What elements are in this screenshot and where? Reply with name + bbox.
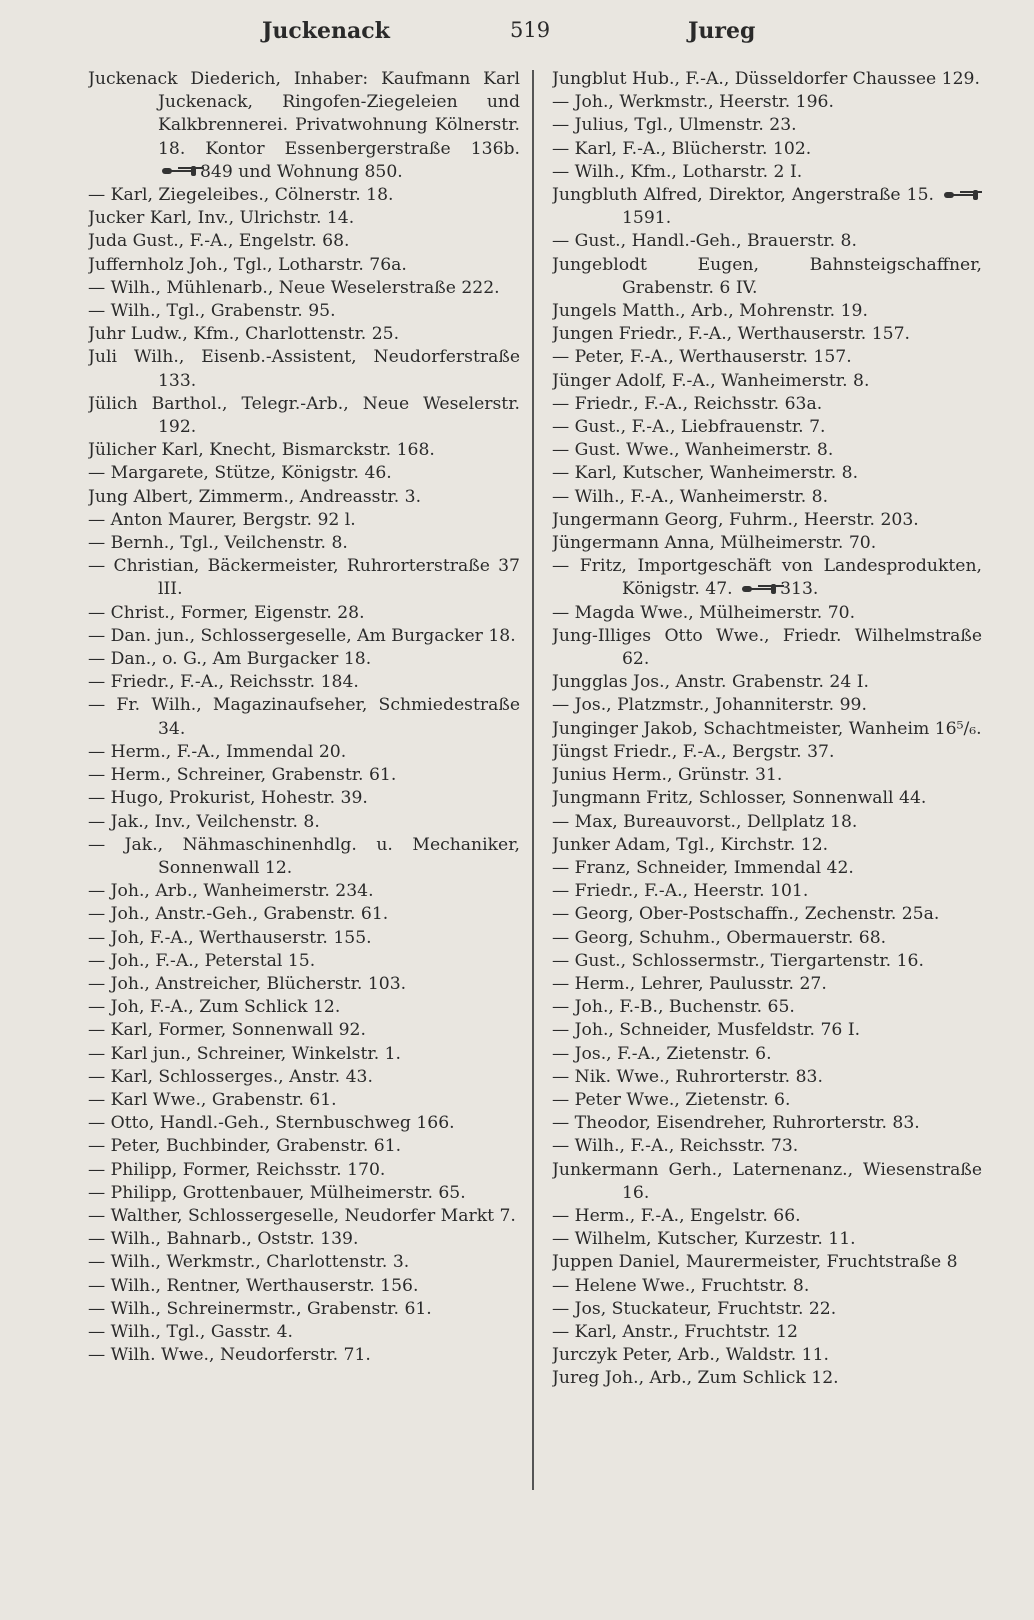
directory-entry [88, 277, 520, 300]
directory-entry [88, 393, 520, 439]
entry-text: — Wilh. Wwe., Neudorferstr. 71. [88, 1345, 371, 1366]
phone-number: 313. [780, 579, 819, 600]
entry-text: — Karl, Ziegeleibes., Cölnerstr. 18. [88, 185, 394, 206]
entry-text: — Dan. jun., Schlossergeselle, Am Burgacker 18. [88, 625, 516, 646]
entry-text: — Wilh., Tgl., Gasstr. 4. [88, 1321, 293, 1342]
directory-entry [88, 764, 520, 787]
directory-entry [552, 486, 982, 509]
entry-text: — Wilh., F.-A., Reichsstr. 73. [552, 1136, 799, 1157]
directory-entry [552, 694, 982, 717]
entry-text: — Bernh., Tgl., Veilchenstr. 8. [88, 533, 348, 554]
entry-text: Juffernholz Joh., Tgl., Lotharstr. 76a. [88, 254, 407, 275]
entry-text: — Wilh., Mühlenarb., Neue Weselerstraße 222. [88, 277, 500, 298]
entry-text: — Joh., Anstreicher, Blücherstr. 103. [88, 973, 407, 994]
entry-text: — Joh., Schneider, Musfeldstr. 76 I. [552, 1020, 861, 1041]
directory-entry [88, 834, 520, 880]
entry-text: Jüngermann Anna, Mülheimerstr. 70. [552, 533, 877, 554]
directory-entry [552, 161, 982, 184]
entry-text: Jungels Matth., Arb., Mohrenstr. 19. [552, 301, 868, 322]
directory-entry [88, 1298, 520, 1321]
entry-text: — Peter Wwe., Zietenstr. 6. [552, 1089, 791, 1110]
entry-text: Jung Albert, Zimmerm., Andreasstr. 3. [88, 486, 422, 507]
entry-text: — Hugo, Prokurist, Hohestr. 39. [88, 788, 368, 809]
entry-text: Juhr Ludw., Kfm., Charlottenstr. 25. [88, 324, 400, 345]
entry-text: — Georg, Schuhm., Obermauerstr. 68. [552, 927, 887, 948]
directory-entry [552, 1367, 982, 1390]
entry-text: — Joh., Werkmstr., Heerstr. 196. [552, 92, 834, 113]
entry-text: Jüngst Friedr., F.-A., Bergstr. 37. [552, 741, 835, 762]
directory-entry [552, 254, 982, 300]
entry-text: — Joh., Anstr.-Geh., Grabenstr. 61. [88, 904, 389, 925]
entry-text: — Joh, F.-A., Werthauserstr. 155. [88, 927, 372, 948]
directory-entry [552, 927, 982, 950]
directory-entry [552, 741, 982, 764]
entry-text: — Jos., F.-A., Zietenstr. 6. [552, 1043, 772, 1064]
entry-text: Jülich Barthol., Telegr.-Arb., Neue Weselerstr. 192. [88, 393, 520, 438]
directory-entry [88, 1066, 520, 1089]
entry-text: Jungblut Hub., F.-A., Düsseldorfer Chaussee 129. [552, 69, 980, 89]
header-right-keyword: Jureg [688, 18, 756, 44]
entry-text: — Julius, Tgl., Ulmenstr. 23. [552, 115, 797, 136]
directory-entry [88, 230, 520, 253]
entry-text: — Max, Bureauvorst., Dellplatz 18. [552, 811, 858, 832]
directory-entry [552, 1112, 982, 1135]
entry-text: — Herm., Lehrer, Paulusstr. 27. [552, 973, 827, 994]
entry-text: — Karl jun., Schreiner, Winkelstr. 1. [88, 1043, 402, 1064]
directory-entry [88, 880, 520, 903]
entry-text: Junginger Jakob, Schachtmeister, Wanheim 16⁵/₆. [552, 718, 982, 739]
directory-entry [88, 207, 520, 230]
telephone-icon [742, 583, 776, 595]
entry-text: — Magda Wwe., Mülheimerstr. 70. [552, 602, 856, 623]
telephone-icon [162, 165, 196, 177]
entry-text: — Otto, Handl.-Geh., Sternbuschweg 166. [88, 1113, 455, 1134]
entry-text: Junker Adam, Tgl., Kirchstr. 12. [552, 834, 829, 855]
directory-entry [552, 996, 982, 1019]
directory-entry [88, 973, 520, 996]
entry-text: — Theodor, Eisendreher, Ruhrorterstr. 83. [552, 1113, 920, 1134]
entry-text: — Joh., Arb., Wanheimerstr. 234. [88, 881, 374, 902]
column-divider [532, 70, 534, 1490]
directory-entry [552, 346, 982, 369]
directory-entry [552, 1298, 982, 1321]
directory-entry [552, 509, 982, 532]
directory-entry [552, 1275, 982, 1298]
entry-text: — Wilh., Schreinermstr., Grabenstr. 61. [88, 1298, 432, 1319]
directory-entry [88, 1159, 520, 1182]
directory-entry [552, 903, 982, 926]
directory-entry [552, 416, 982, 439]
directory-entry [88, 1205, 520, 1228]
directory-entry [552, 857, 982, 880]
directory-entry [552, 393, 982, 416]
directory-entry [88, 927, 520, 950]
entry-text: — Wilh., Kfm., Lotharstr. 2 I. [552, 161, 803, 182]
directory-entry [552, 1043, 982, 1066]
directory-entry [88, 254, 520, 277]
directory-entry [88, 486, 520, 509]
entry-text: — Joh., F.-B., Buchenstr. 65. [552, 997, 795, 1018]
entry-text: — Christ., Former, Eigenstr. 28. [88, 602, 365, 623]
entry-text: — Karl, Anstr., Fruchtstr. 12 [552, 1321, 798, 1342]
entry-text: — Jos, Stuckateur, Fruchtstr. 22. [552, 1298, 837, 1319]
entry-text: — Joh, F.-A., Zum Schlick 12. [88, 997, 341, 1018]
directory-entry [88, 1135, 520, 1158]
entry-text: — Margarete, Stütze, Königstr. 46. [88, 463, 392, 484]
entry-text: Juppen Daniel, Maurermeister, Fruchtstraße 8 [552, 1252, 958, 1273]
directory-entry [88, 602, 520, 625]
directory-entry [552, 718, 982, 741]
entry-text: — Christian, Bäckermeister, Ruhrorterstraße 37 lII. [88, 556, 520, 600]
entry-text: — Karl Wwe., Grabenstr. 61. [88, 1089, 337, 1110]
left-column [88, 68, 520, 1367]
entry-text: — Walther, Schlossergeselle, Neudorfer Markt 7. [88, 1205, 516, 1226]
directory-entry [552, 973, 982, 996]
entry-text: Jungbluth Alfred, Direktor, Angerstraße 15. [552, 185, 934, 206]
directory-entry [552, 602, 982, 625]
entry-text: — Friedr., F.-A., Reichsstr. 184. [88, 672, 359, 693]
entry-text: — Herm., Schreiner, Grabenstr. 61. [88, 765, 397, 786]
entry-text: — Jak., Inv., Veilchenstr. 8. [88, 811, 320, 832]
entry-text: Juda Gust., F.-A., Engelstr. 68. [88, 231, 350, 252]
entry-text: Jünger Adolf, F.-A., Wanheimerstr. 8. [552, 370, 870, 391]
entry-text: Jungglas Jos., Anstr. Grabenstr. 24 I. [552, 672, 869, 693]
directory-entry [88, 1182, 520, 1205]
entry-text: — Herm., F.-A., Immendal 20. [88, 741, 347, 762]
directory-entry [552, 1344, 982, 1367]
directory-entry [88, 996, 520, 1019]
phone-number: 849 und Wohnung 850. [200, 161, 403, 182]
entry-text: Jülicher Karl, Knecht, Bismarckstr. 168. [88, 440, 435, 461]
entry-text: — Joh., F.-A., Peterstal 15. [88, 950, 316, 971]
directory-entry [552, 138, 982, 161]
directory-entry [88, 625, 520, 648]
entry-text: — Friedr., F.-A., Heerstr. 101. [552, 881, 809, 902]
directory-entry [552, 1019, 982, 1042]
entry-text: — Wilh., Tgl., Grabenstr. 95. [88, 301, 336, 322]
entry-text: Jureg Joh., Arb., Zum Schlick 12. [552, 1368, 839, 1389]
directory-entry [552, 880, 982, 903]
directory-entry [88, 1321, 520, 1344]
page-number: 519 [510, 18, 551, 42]
directory-entry [88, 1089, 520, 1112]
entry-text: Jungermann Georg, Fuhrm., Heerstr. 203. [552, 509, 919, 530]
right-column [552, 68, 982, 1391]
directory-entry [552, 370, 982, 393]
directory-entry [552, 532, 982, 555]
entry-text: Jurczyk Peter, Arb., Waldstr. 11. [552, 1345, 829, 1366]
entry-text: Jung-Illiges Otto Wwe., Friedr. Wilhelmstraße 62. [552, 625, 982, 670]
directory-entry [552, 1205, 982, 1228]
entry-text: Juckenack Diederich, Inhaber: Kaufmann Karl Juckenack, Ringofen-Ziegeleien und Kalkbrennerei. Privatwohnung Kölnerstr. 18. Kontor Essenbergerstraße 136b. [88, 69, 520, 159]
phone-number: 1591. [622, 208, 672, 229]
entry-text: Jungmann Fritz, Schlosser, Sonnenwall 44. [552, 788, 927, 809]
entry-text: — Nik. Wwe., Ruhrorterstr. 83. [552, 1066, 823, 1087]
entry-text: — Gust. Wwe., Wanheimerstr. 8. [552, 440, 834, 461]
directory-entry [88, 811, 520, 834]
directory-entry [552, 764, 982, 787]
entry-text: — Anton Maurer, Bergstr. 92 l. [88, 509, 356, 530]
directory-entry [88, 509, 520, 532]
entry-text: — Gust., F.-A., Liebfrauenstr. 7. [552, 417, 826, 438]
entry-text: — Dan., o. G., Am Burgacker 18. [88, 649, 372, 670]
directory-entry [552, 671, 982, 694]
entry-text: — Karl, Kutscher, Wanheimerstr. 8. [552, 463, 859, 484]
directory-entry [88, 1228, 520, 1251]
directory-entry [552, 300, 982, 323]
directory-entry [88, 346, 520, 392]
directory-entry [88, 1344, 520, 1367]
directory-entry [552, 114, 982, 137]
entry-text: — Herm., F.-A., Engelstr. 66. [552, 1205, 801, 1226]
directory-entry [88, 462, 520, 485]
entry-text: — Peter, F.-A., Werthauserstr. 157. [552, 347, 852, 368]
directory-entry [552, 950, 982, 973]
entry-text: Jungen Friedr., F.-A., Werthauserstr. 157. [552, 324, 910, 345]
directory-entry [552, 555, 982, 601]
directory-entry [88, 555, 520, 601]
entry-text: — Peter, Buchbinder, Grabenstr. 61. [88, 1136, 402, 1157]
directory-entry [552, 68, 982, 91]
directory-entry [552, 1159, 982, 1205]
entry-text: Jucker Karl, Inv., Ulrichstr. 14. [88, 208, 355, 229]
directory-entry [88, 903, 520, 926]
directory-entry [552, 1066, 982, 1089]
entry-text: — Fritz, Importgeschäft von Landesprodukten, Königstr. 47. [552, 556, 982, 600]
directory-entry [88, 68, 520, 184]
directory-entry [88, 694, 520, 740]
directory-entry [88, 1019, 520, 1042]
directory-entry [552, 1228, 982, 1251]
directory-entry [552, 91, 982, 114]
directory-entry [88, 300, 520, 323]
directory-entry [552, 811, 982, 834]
directory-entry [88, 950, 520, 973]
entry-text: — Philipp, Former, Reichsstr. 170. [88, 1159, 386, 1180]
entry-text: — Wilh., Werkmstr., Charlottenstr. 3. [88, 1252, 410, 1273]
directory-entry [88, 1112, 520, 1135]
entry-text: — Wilh., Bahnarb., Oststr. 139. [88, 1229, 359, 1250]
directory-entry [88, 787, 520, 810]
entry-text: Junkermann Gerh., Laternenanz., Wiesenstraße 16. [552, 1159, 982, 1203]
directory-entry [88, 439, 520, 462]
entry-text: — Fr. Wilh., Magazinaufseher, Schmiedestraße 34. [88, 695, 520, 739]
entry-text: — Wilh., Rentner, Werthauserstr. 156. [88, 1275, 419, 1296]
directory-entry [552, 787, 982, 810]
directory-entry [88, 1275, 520, 1298]
directory-entry [88, 648, 520, 671]
entry-text: Juli Wilh., Eisenb.-Assistent, Neudorferstraße 133. [88, 347, 520, 391]
directory-entry [552, 230, 982, 253]
entry-text: — Georg, Ober-Postschaffn., Zechenstr. 25a. [552, 904, 940, 925]
entry-text: — Karl, Schlosserges., Anstr. 43. [88, 1066, 373, 1087]
directory-entry [552, 834, 982, 857]
entry-text: — Franz, Schneider, Immendal 42. [552, 857, 854, 878]
telephone-icon [944, 189, 978, 201]
directory-entry [88, 671, 520, 694]
entry-text: — Gust., Schlossermstr., Tiergartenstr. 16. [552, 950, 924, 971]
entry-text: — Friedr., F.-A., Reichsstr. 63a. [552, 393, 823, 414]
directory-entry [552, 184, 982, 230]
entry-text: — Philipp, Grottenbauer, Mülheimerstr. 65. [88, 1182, 466, 1203]
entry-text: — Wilh., F.-A., Wanheimerstr. 8. [552, 486, 829, 507]
directory-entry [88, 741, 520, 764]
entry-text: Junius Herm., Grünstr. 31. [552, 765, 783, 786]
directory-entry [88, 1251, 520, 1274]
directory-entry [552, 462, 982, 485]
directory-entry [552, 323, 982, 346]
entry-text: — Jak., Nähmaschinenhdlg. u. Mechaniker, Sonnenwall 12. [88, 834, 520, 878]
directory-entry [88, 323, 520, 346]
directory-entry [88, 184, 520, 207]
directory-entry [552, 625, 982, 671]
entry-text: — Wilhelm, Kutscher, Kurzestr. 11. [552, 1229, 856, 1250]
directory-entry [552, 1089, 982, 1112]
entry-text: — Gust., Handl.-Geh., Brauerstr. 8. [552, 231, 857, 252]
entry-text: — Karl, Former, Sonnenwall 92. [88, 1020, 366, 1041]
directory-entry [552, 1251, 982, 1274]
directory-entry [552, 1321, 982, 1344]
directory-entry [552, 1135, 982, 1158]
entry-text: — Helene Wwe., Fruchtstr. 8. [552, 1275, 810, 1296]
directory-entry [88, 1043, 520, 1066]
directory-entry [88, 532, 520, 555]
header-left-keyword: Juckenack [262, 18, 390, 44]
entry-text: — Karl, F.-A., Blücherstr. 102. [552, 138, 812, 159]
page-header [0, 18, 1034, 54]
directory-entry [552, 439, 982, 462]
entry-text: — Jos., Platzmstr., Johanniterstr. 99. [552, 695, 867, 716]
entry-text: Jungeblodt Eugen, Bahnsteigschaffner, Grabenstr. 6 IV. [552, 254, 982, 298]
